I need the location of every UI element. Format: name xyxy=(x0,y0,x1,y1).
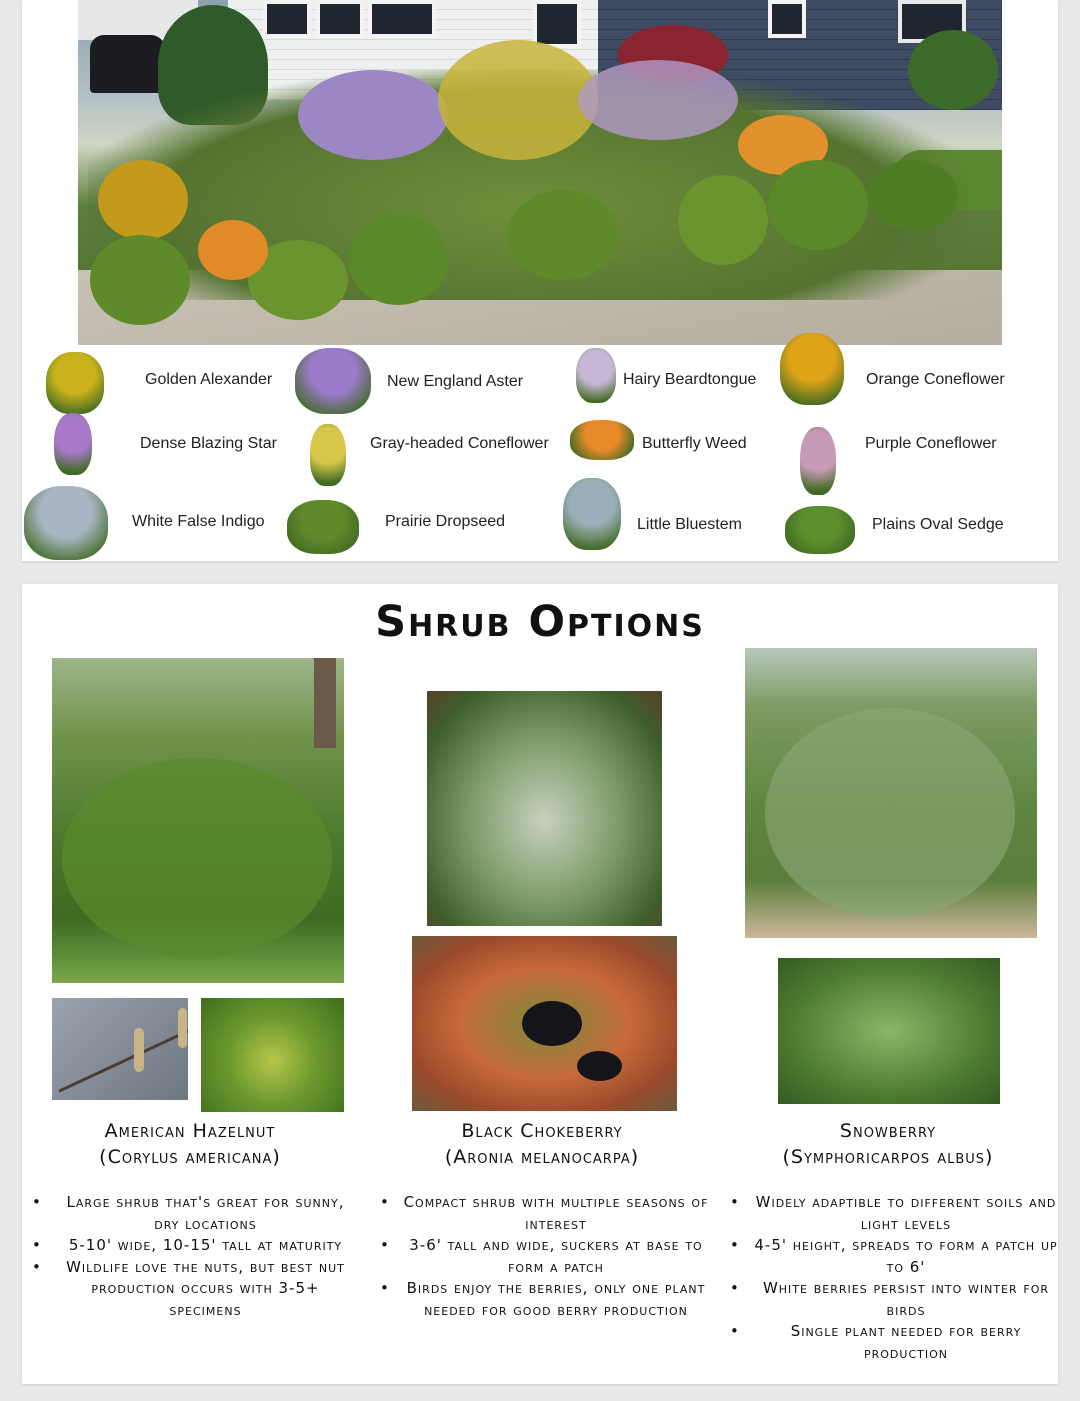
section-title: Shrub Options xyxy=(375,597,705,647)
butterfly-weed-cluster xyxy=(198,220,268,280)
grass-clump xyxy=(90,235,190,325)
legend-label: New England Aster xyxy=(387,373,524,390)
new-england-aster-icon xyxy=(295,348,371,414)
butterfly-weed-icon xyxy=(570,420,634,460)
hazelnut-nuts-photo xyxy=(201,998,344,1112)
fact-item: • Widely adaptible to different soils and light levels xyxy=(730,1192,1060,1235)
fact-item: • Compact shrub with multiple seasons of interest xyxy=(380,1192,710,1235)
common-name: American Hazelnut xyxy=(104,1120,276,1142)
fact-item: • Birds enjoy the berries, only one plant needed for good berry production xyxy=(380,1278,710,1321)
snowberry-name xyxy=(738,1118,1038,1170)
yellow-flowers xyxy=(438,40,598,160)
gray-headed-coneflower-icon xyxy=(310,424,346,486)
hazelnut-facts xyxy=(32,1192,357,1321)
snowberry-shrub-photo xyxy=(745,648,1037,938)
chokeberry-facts xyxy=(380,1192,710,1321)
grass-clump xyxy=(348,215,448,305)
dense-blazing-star-icon xyxy=(54,413,92,475)
legend-label: Plains Oval Sedge xyxy=(872,516,1004,533)
hazelnut-name xyxy=(40,1118,340,1170)
hazelnut-shrub-photo xyxy=(52,658,344,983)
golden-alexander-icon xyxy=(46,352,104,414)
grass-clump xyxy=(868,160,958,230)
chokeberry-flowering-photo xyxy=(427,691,662,926)
garden-design-rendering xyxy=(78,0,1002,345)
grass-clump xyxy=(768,160,868,250)
fact-item: • White berries persist into winter for birds xyxy=(730,1278,1060,1321)
latin-name: (Aronia melanocarpa) xyxy=(444,1146,640,1168)
legend-label: Golden Alexander xyxy=(145,371,273,388)
coneflower-cluster xyxy=(98,160,188,240)
snowberry-facts xyxy=(730,1192,1060,1364)
legend-label: Prairie Dropseed xyxy=(385,513,506,530)
fact-item: • Large shrub that's great for sunny, dry locations xyxy=(32,1192,357,1235)
aster-cluster xyxy=(298,70,448,160)
legend-label: Butterfly Weed xyxy=(642,435,747,452)
legend-label: Purple Coneflower xyxy=(865,435,997,452)
latin-name: (Corylus americana) xyxy=(99,1146,281,1168)
little-bluestem-icon xyxy=(563,478,621,550)
plains-oval-sedge-icon xyxy=(785,506,855,554)
legend-label: White False Indigo xyxy=(132,513,265,530)
latin-name: (Symphoricarpos albus) xyxy=(782,1146,994,1168)
fact-item: • 4-5' height, spreads to form a patch up to 6' xyxy=(730,1235,1060,1278)
grass-clump xyxy=(678,175,768,265)
fact-item: • 5-10' wide, 10-15' tall at maturity xyxy=(32,1235,357,1257)
legend-label: Little Bluestem xyxy=(637,516,742,533)
grass-clump xyxy=(508,190,618,280)
legend-label: Orange Coneflower xyxy=(866,371,1005,388)
chokeberry-berries-photo xyxy=(412,936,677,1111)
hazelnut-catkins-photo xyxy=(52,998,188,1100)
common-name: Snowberry xyxy=(839,1120,937,1142)
legend-label: Dense Blazing Star xyxy=(140,435,277,452)
legend-label: Hairy Beardtongue xyxy=(623,371,757,388)
prairie-dropseed-icon xyxy=(287,500,359,554)
white-false-indigo-icon xyxy=(24,486,108,560)
legend-label: Gray-headed Coneflower xyxy=(370,435,549,452)
fact-item: • Single plant needed for berry production xyxy=(730,1321,1060,1364)
snowberry-flowers-photo xyxy=(778,958,1000,1104)
orange-coneflower-icon xyxy=(780,333,844,405)
fact-item: • Wildlife love the nuts, but best nut production occurs with 3-5+ specimens xyxy=(32,1257,357,1322)
fact-item: • 3-6' tall and wide, suckers at base to form a patch xyxy=(380,1235,710,1278)
chokeberry-name xyxy=(392,1118,692,1170)
purple-coneflower-icon xyxy=(800,427,836,495)
hairy-beardtongue-icon xyxy=(576,348,616,403)
common-name: Black Chokeberry xyxy=(461,1120,623,1142)
purple-flowers xyxy=(578,60,738,140)
